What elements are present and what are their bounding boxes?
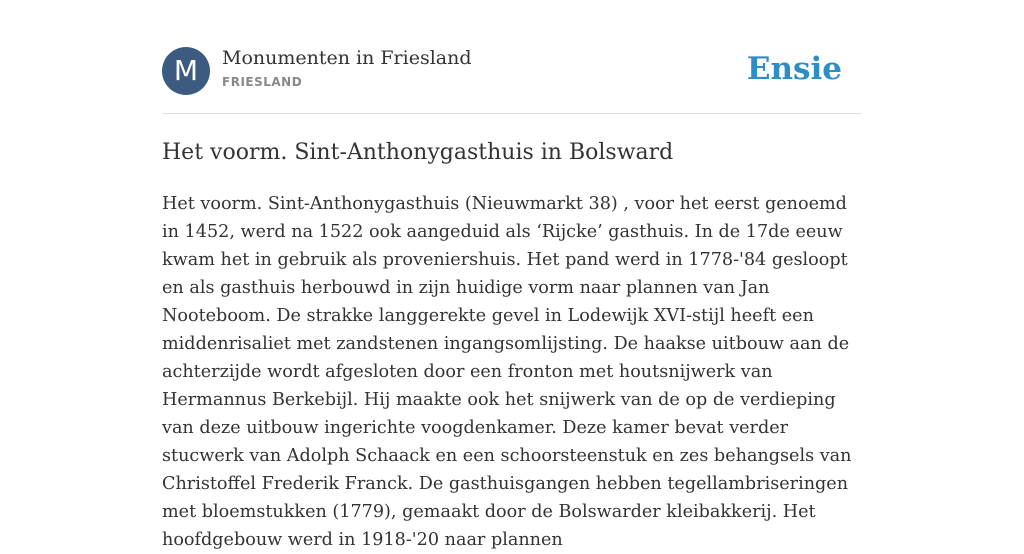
entry-card [162,0,862,550]
source-subtitle: FRIESLAND [222,75,303,89]
article-title: Het voorm. Sint-Anthonygasthuis in Bolsward [162,140,674,165]
ensie-logo[interactable]: Ensie [746,51,842,87]
source-title-link[interactable]: Monumenten in Friesland [222,47,472,69]
divider [162,113,862,114]
avatar[interactable]: M [162,47,210,95]
article-body: Het voorm. Sint-Anthonygasthuis (Nieuwmarkt 38) , voor het eerst genoemd in 1452, werd na 1522 ook aangeduid als ‘Rijcke’ gasthuis. In de 17de eeuw kwam het in gebruik als proveniershuis. Het pand werd in 1778-'84 gesloopt en als gasthuis herbouwd in zijn huidige vorm naar plannen van Jan Nooteboom. De strakke langgerekte gevel in Lodewijk XVI-stijl heeft een middenrisaliet met zandstenen ingangsomlijsting. De haakse uitbouw aan de achterzijde wordt afgesloten door een fronton met houtsnijwerk van Hermannus Berkebijl. Hij maakte ook het snijwerk van de op de verdieping van deze uitbouw ingerichte voogdenkamer. Deze kamer bevat verder stucwerk van Adolph Schaack en een schoorsteenstuk en zes behangsels van Christoffel Frederik Franck. De gasthuisgangen hebben tegellambriseringen met bloemstukken (1779), gemaakt door de Bolswarder kleibakkerij. Het hoofdgebouw werd in 1918-'20 naar plannen [162,194,852,550]
source-header [162,47,862,95]
